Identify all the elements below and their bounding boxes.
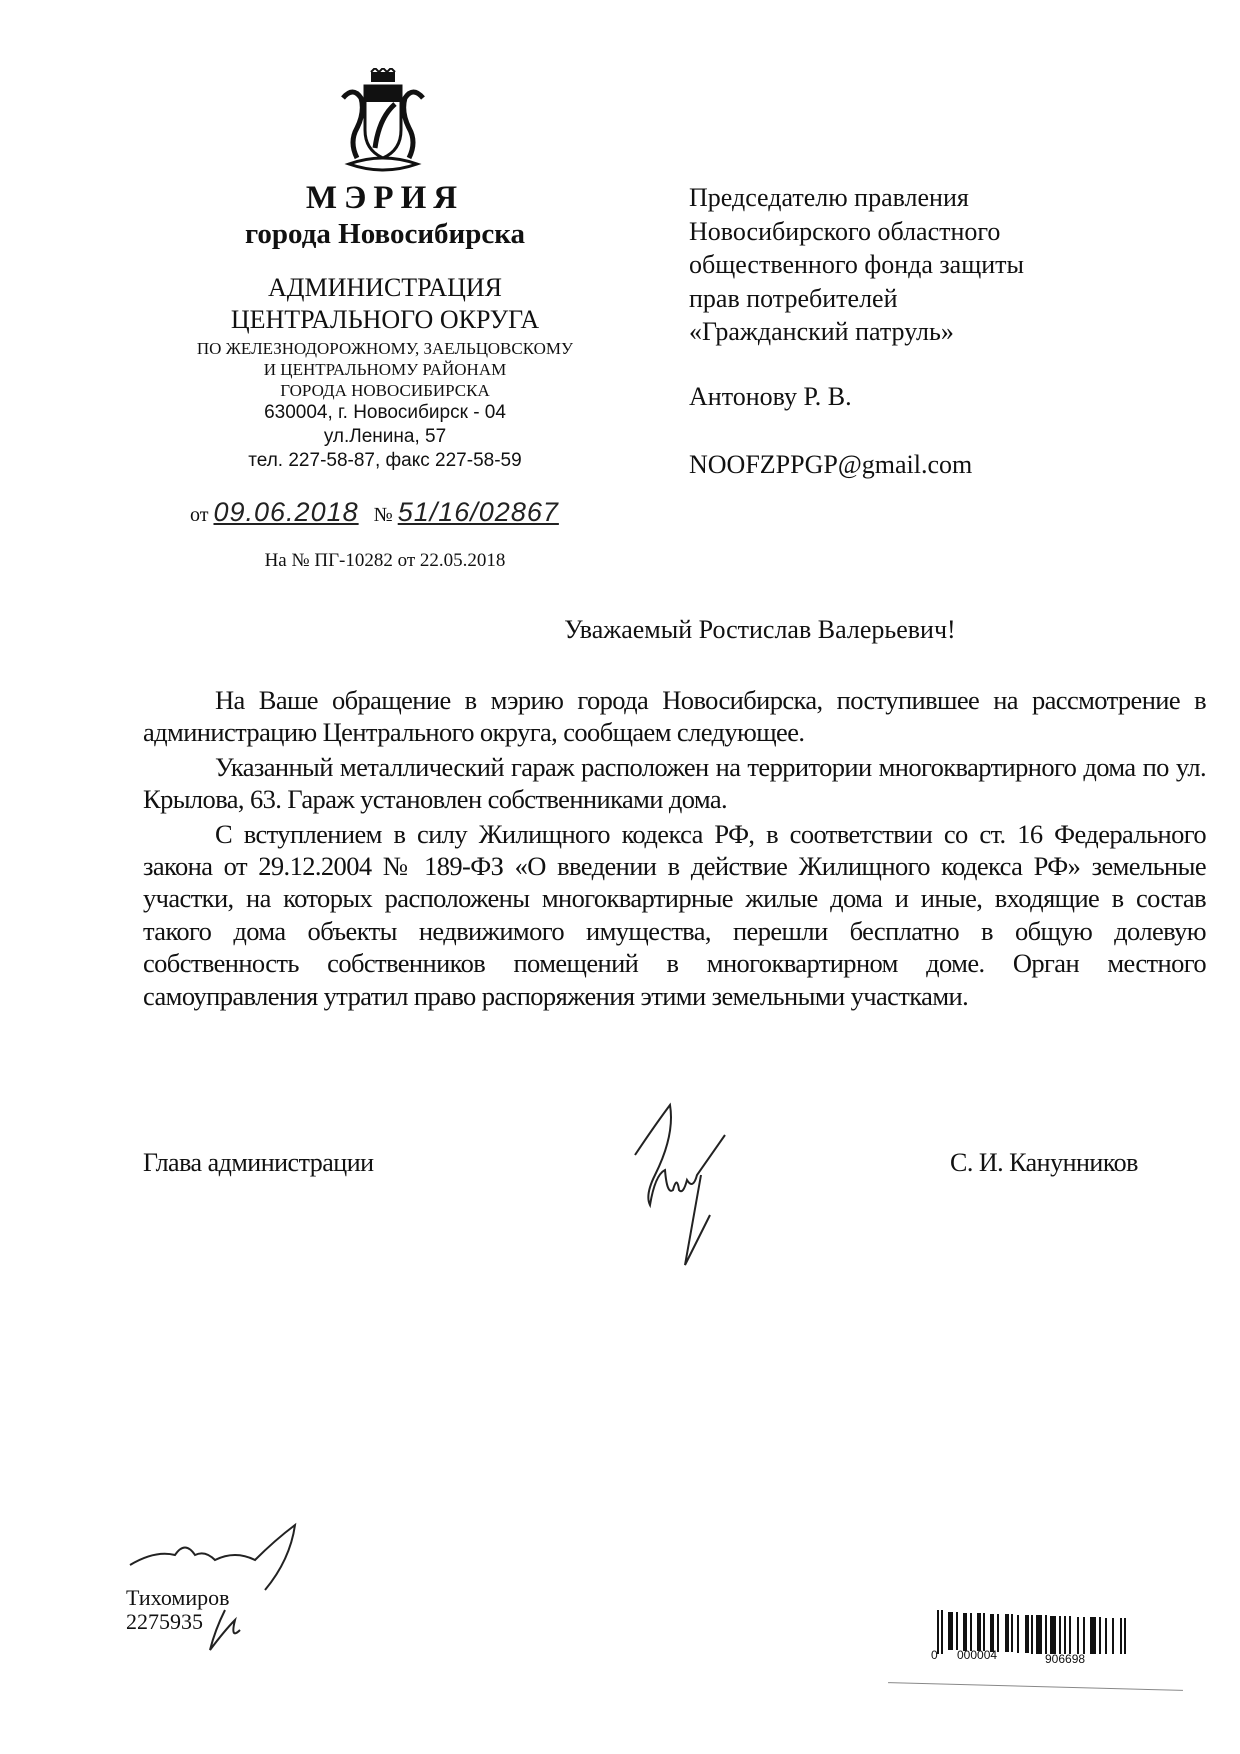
address-line-1: 630004, г. Новосибирск - 04 bbox=[264, 402, 506, 423]
recipient-block bbox=[689, 181, 1024, 349]
administration-line-1: АДМИНИСТРАЦИЯ bbox=[268, 273, 502, 302]
letter-body bbox=[143, 684, 1206, 1012]
barcode bbox=[931, 1610, 1135, 1670]
address-line-2: ул.Ленина, 57 bbox=[323, 426, 447, 447]
barcode-left-digit: 0 bbox=[931, 1648, 938, 1662]
executor-name: Тихомиров bbox=[126, 1585, 230, 1610]
recipient-name: Антонову Р. В. bbox=[689, 382, 852, 411]
outgoing-number: 51/16/02867 bbox=[397, 497, 559, 527]
recipient-line: Новосибирского областного bbox=[689, 216, 1001, 246]
districts-line-1: ПО ЖЕЛЕЗНОДОРОЖНОМУ, ЗАЕЛЬЦОВСКОМУ bbox=[196, 339, 574, 358]
barcode-group-2: 906698 bbox=[1045, 1652, 1086, 1666]
recipient-line: прав потребителей bbox=[689, 283, 898, 313]
signatory-position: Глава администрации bbox=[143, 1148, 374, 1177]
coat-of-arms-emblem bbox=[335, 68, 431, 176]
salutation: Уважаемый Ростислав Валерьевич! bbox=[564, 615, 956, 644]
districts-line-3: ГОРОДА НОВОСИБИРСКА bbox=[280, 381, 490, 400]
paragraph: Указанный металлический гараж расположен на территории многоквартирного дома по ул. Крылова, 63. Гараж установлен собственниками дома. bbox=[143, 751, 1206, 815]
handwritten-signature bbox=[615, 1095, 745, 1275]
reference-number: На № ПГ-10282 от 22.05.2018 bbox=[264, 550, 506, 571]
tear-line-divider bbox=[888, 1682, 1183, 1691]
from-label: от bbox=[190, 504, 209, 526]
paragraph: С вступлением в силу Жилищного кодекса РФ, в соответствии со ст. 16 Федерального закона от 29.12.2004 № 189-ФЗ «О введении в действие Жилищного кодекса РФ» земельные участки, на которых расположены многоквартирные жилые дома и иные, входящие в состав такого дома объекты недвижимого имущества, перешли бесплатно в общую долевую собственность собственников помещений в многоквартирном доме. Орган местного самоуправления утратил право распоряжения этими земельными участками. bbox=[143, 818, 1206, 1011]
outgoing-registration bbox=[190, 497, 559, 528]
number-label: № bbox=[373, 504, 393, 526]
executor-phone: 2275935 bbox=[126, 1609, 203, 1634]
mayor-office-title: МЭРИЯ bbox=[305, 180, 465, 216]
administration-line-2: ЦЕНТРАЛЬНОГО ОКРУГА bbox=[230, 305, 540, 334]
phone-fax: тел. 227-58-87, факс 227-58-59 bbox=[248, 450, 522, 471]
districts-line-2: И ЦЕНТРАЛЬНОМУ РАЙОНАМ bbox=[263, 360, 507, 379]
recipient-line: общественного фонда защиты bbox=[689, 250, 1024, 279]
city-title: города Новосибирска bbox=[244, 218, 526, 250]
outgoing-date: 09.06.2018 bbox=[213, 497, 359, 527]
barcode-group-1: 000004 bbox=[957, 1648, 998, 1662]
recipient-email: NOOFZPPGP@gmail.com bbox=[689, 450, 973, 479]
signatory-name: С. И. Канунников bbox=[950, 1148, 1138, 1177]
paragraph: На Ваше обращение в мэрию города Новосибирска, поступившее на рассмотрение в администрацию Центрального округа, сообщаем следующее. bbox=[143, 685, 1206, 748]
recipient-line: Председателю правления bbox=[689, 183, 969, 212]
recipient-line: «Гражданский патруль» bbox=[689, 317, 954, 346]
